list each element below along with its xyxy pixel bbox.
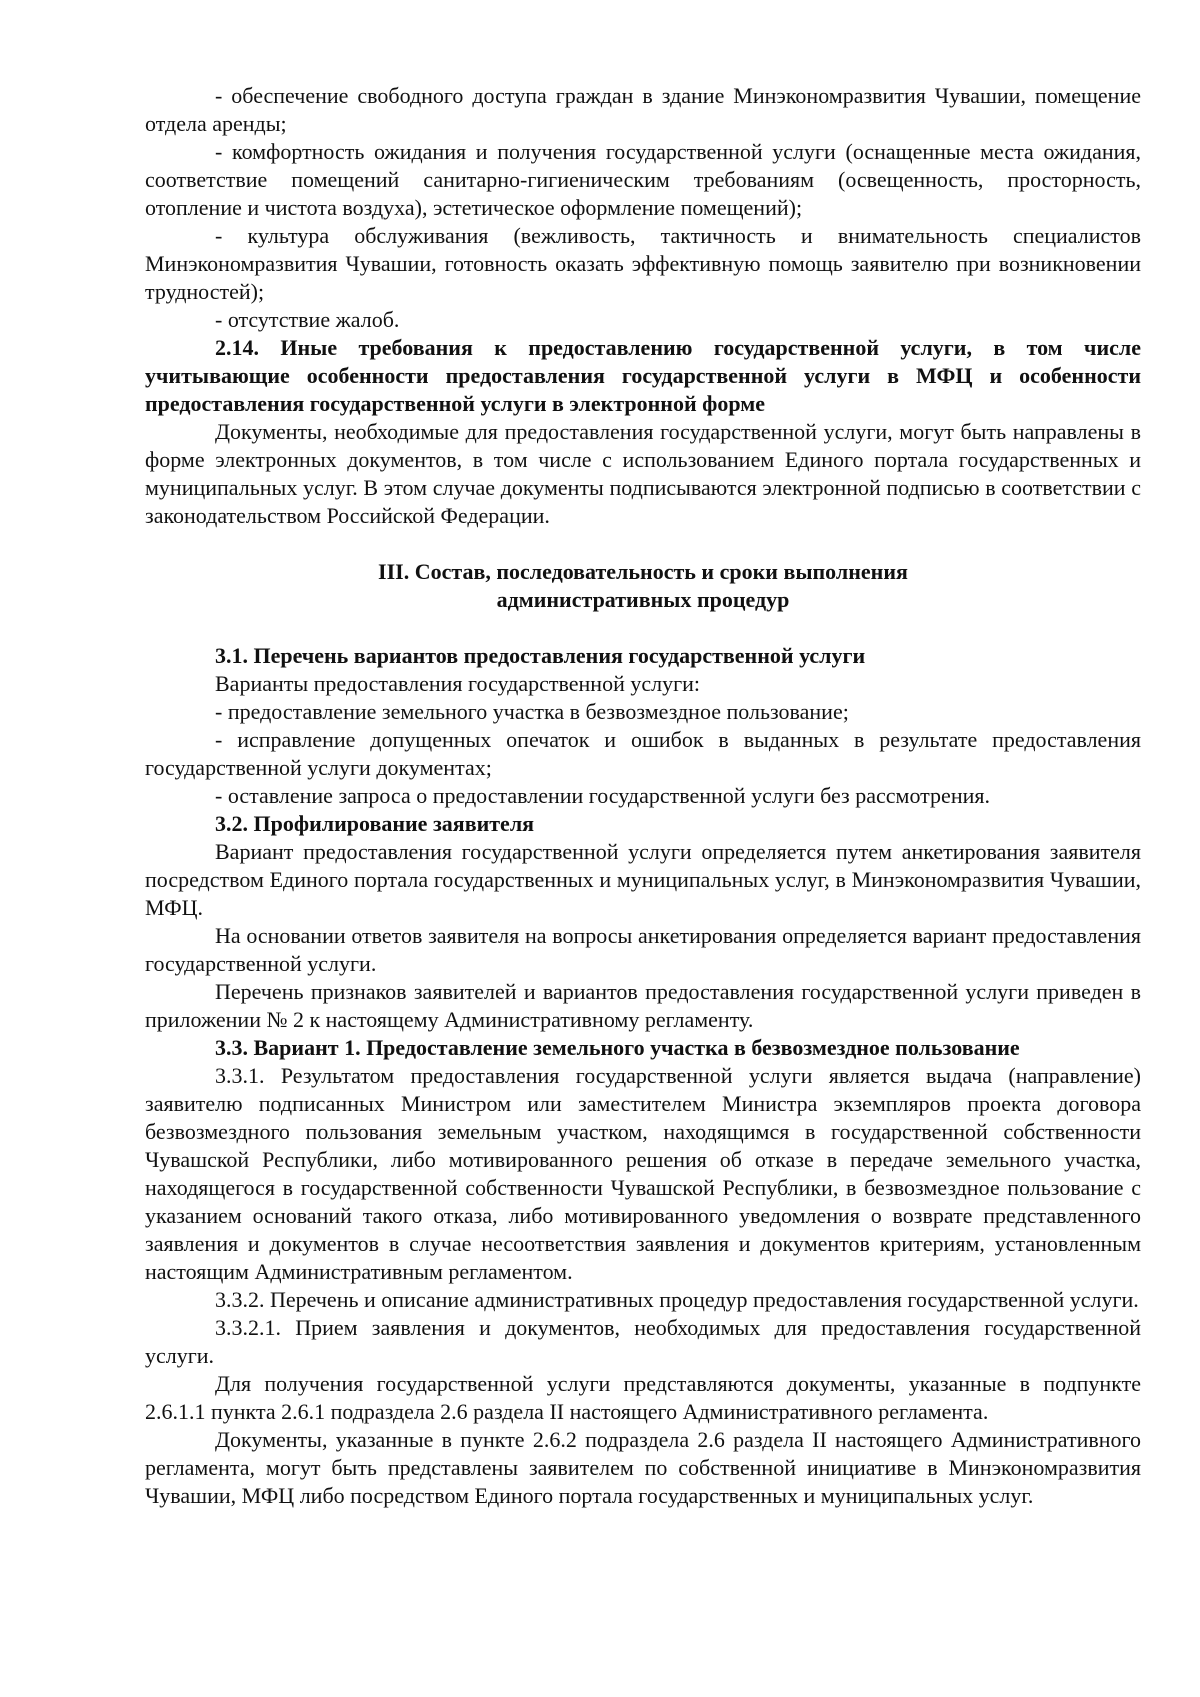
paragraph: - отсутствие жалоб. — [215, 307, 400, 332]
paragraph: Документы, указанные в пункте 2.6.2 подраздела 2.6 раздела II настоящего Административного регламента, могут быть представлены заявителем по собственной инициативе в Минэкономразвития Чувашии, МФЦ либо посредством Единого портала государственных и муниципальных услуг. — [145, 1427, 1141, 1508]
subsection-heading: 3.2. Профилирование заявителя — [215, 811, 535, 836]
paragraph: 3.3.1. Результатом предоставления государственной услуги является выдача (направление) заявителю подписанных Министром или заместителем Министра экземпляров проекта договора безвозмездного пользования земельным участком, находящимся в государственной собственности Чувашской Республики, либо мотивированного решения об отказе в передаче земельного участка, находящегося в государственной собственности Чувашской Республики, в безвозмездное пользование с указанием оснований такого отказа, либо мотивированного уведомления о возврате представленного заявления и документов в случае несоответствия заявления и документов критериям, установленным настоящим Административным регламентом. — [145, 1063, 1141, 1284]
paragraph: - оставление запроса о предоставлении государственной услуги без рассмотрения. — [215, 783, 990, 808]
paragraph: 3.3.2. Перечень и описание административных процедур предоставления государственной услуги. — [215, 1287, 1139, 1312]
subsection-heading: 2.14. Иные требования к предоставлению государственной услуги, в том числе учитывающие особенности предоставления государственной услуги в МФЦ и особенности предоставления государственной услуги в электронной форме — [145, 335, 1141, 416]
subsection-heading: 3.1. Перечень вариантов предоставления государственной услуги — [215, 643, 866, 668]
paragraph: Документы, необходимые для предоставления государственной услуги, могут быть направлены в форме электронных документов, в том числе с использованием Единого портала государственных и муниципальных услуг. В этом случае документы подписываются электронной подписью в соответствии с законодательством Российской Федерации. — [145, 419, 1141, 528]
paragraph: 3.3.2.1. Прием заявления и документов, необходимых для предоставления государственной услуги. — [145, 1315, 1141, 1368]
paragraph: - предоставление земельного участка в безвозмездное пользование; — [215, 699, 849, 724]
paragraph: - комфортность ожидания и получения государственной услуги (оснащенные места ожидания, соответствие помещений санитарно-гигиеническим требованиям (освещенность, просторность, отопление и чистота воздуха), эстетическое оформление помещений); — [145, 139, 1141, 220]
paragraph: Вариант предоставления государственной услуги определяется путем анкетирования заявителя посредством Единого портала государственных и муниципальных услуг, в Минэкономразвития Чувашии, МФЦ. — [145, 839, 1141, 920]
paragraph: Варианты предоставления государственной услуги: — [215, 671, 700, 696]
section-heading-line: III. Состав, последовательность и сроки выполнения — [378, 559, 908, 584]
section-heading-line: административных процедур — [496, 587, 790, 612]
paragraph: На основании ответов заявителя на вопросы анкетирования определяется вариант предоставления государственной услуги. — [145, 923, 1141, 976]
paragraph: Для получения государственной услуги представляются документы, указанные в подпункте 2.6.1.1 пункта 2.6.1 подраздела 2.6 раздела II настоящего Административного регламента. — [145, 1371, 1141, 1424]
paragraph: - культура обслуживания (вежливость, тактичность и внимательность специалистов Минэкономразвития Чувашии, готовность оказать эффективную помощь заявителю при возникновении трудностей); — [145, 223, 1141, 304]
paragraph: Перечень признаков заявителей и вариантов предоставления государственной услуги приведен в приложении № 2 к настоящему Административному регламенту. — [145, 979, 1141, 1032]
paragraph: - исправление допущенных опечаток и ошибок в выданных в результате предоставления государственной услуги документах; — [145, 727, 1141, 780]
paragraph: - обеспечение свободного доступа граждан в здание Минэкономразвития Чувашии, помещение отдела аренды; — [145, 83, 1141, 136]
document-page — [145, 82, 1141, 1510]
subsection-heading: 3.3. Вариант 1. Предоставление земельного участка в безвозмездное пользование — [215, 1035, 1020, 1060]
